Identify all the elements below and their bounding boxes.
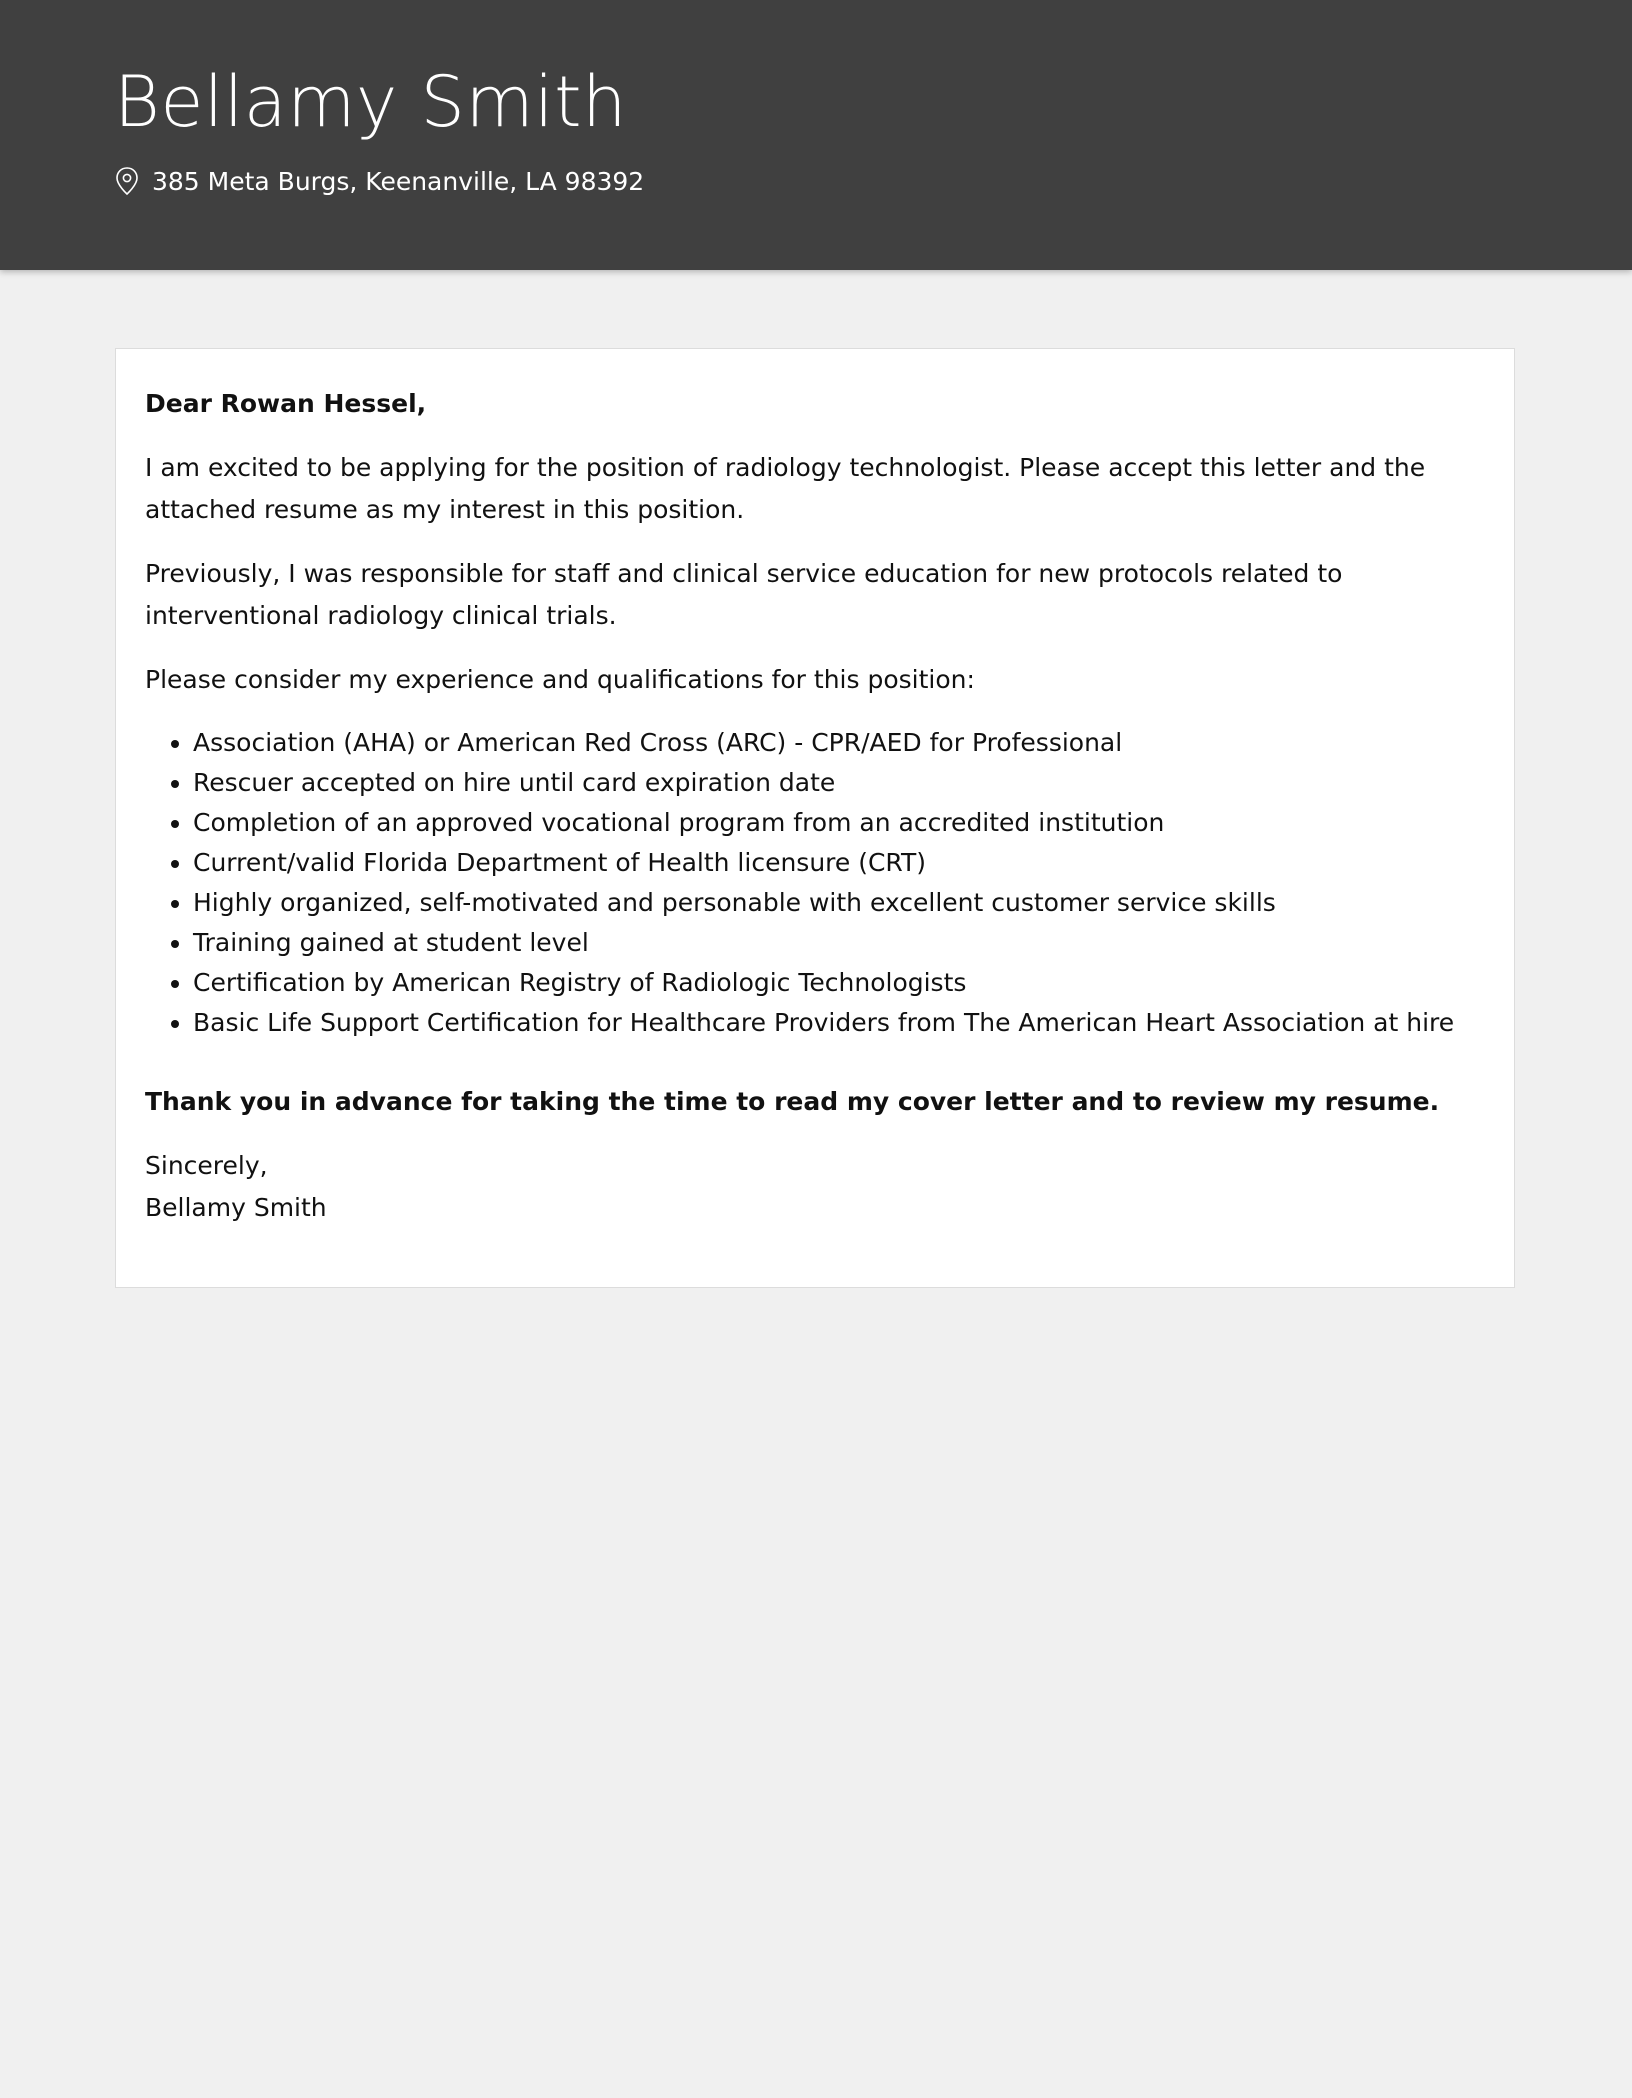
list-item: • Current/valid Florida Department of Health licensure (CRT) — [193, 843, 1484, 883]
list-item: • Completion of an approved vocational program from an accredited institution — [193, 803, 1484, 843]
map-pin-icon — [114, 166, 140, 196]
intro-paragraph: I am excited to be applying for the position of radiology technologist. Please accept this letter and the attached resume as my interest in this position. — [145, 453, 1426, 524]
qualifications-intro: Please consider my experience and qualifications for this position: — [145, 665, 975, 694]
applicant-name: Bellamy Smith — [114, 61, 627, 143]
list-item: • Training gained at student level — [193, 923, 1484, 963]
signoff: Sincerely, — [145, 1151, 268, 1180]
signature-name: Bellamy Smith — [145, 1193, 327, 1222]
salutation: Dear Rowan Hessel, — [145, 389, 427, 418]
address-row — [114, 166, 644, 196]
list-item: • Association (AHA) or American Red Cross (ARC) - CPR/AED for Professional — [193, 723, 1484, 763]
experience-paragraph: Previously, I was responsible for staff and clinical service education for new protocols related to interventional radiology clinical trials. — [145, 559, 1343, 630]
list-item: • Certification by American Registry of Radiologic Technologists — [193, 963, 1484, 1003]
list-item: • Basic Life Support Certification for Healthcare Providers from The American Heart Association at hire — [193, 1003, 1484, 1043]
closing-line: Thank you in advance for taking the time to read my cover letter and to review my resume. — [145, 1087, 1440, 1116]
list-item: • Highly organized, self-motivated and personable with excellent customer service skills — [193, 883, 1484, 923]
cover-letter-card — [115, 348, 1515, 1288]
header-banner — [0, 0, 1632, 270]
list-item: • Rescuer accepted on hire until card expiration date — [193, 763, 1484, 803]
qualifications-list — [145, 723, 1484, 1043]
address-text: 385 Meta Burgs, Keenanville, LA 98392 — [152, 166, 645, 196]
